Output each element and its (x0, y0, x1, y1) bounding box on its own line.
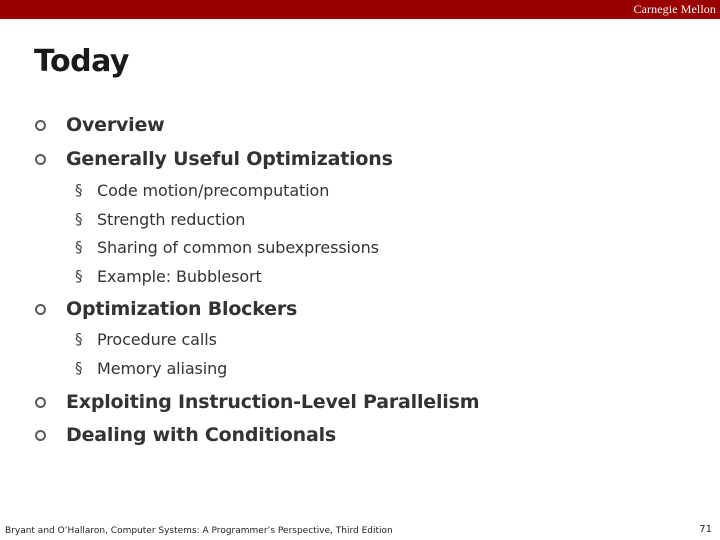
sub-list-item (75, 210, 246, 232)
sub-list-item-label: Strength reduction (97, 210, 246, 229)
hollow-circle-icon (35, 397, 46, 408)
hollow-circle-icon (35, 154, 46, 165)
list-item (66, 148, 393, 174)
hollow-circle-icon (35, 120, 46, 131)
list-item-label: Overview (66, 114, 165, 136)
sub-list-item (75, 267, 262, 289)
list-item (66, 391, 479, 417)
sub-list-item-label: Procedure calls (97, 330, 217, 349)
sub-list-item-label: Example: Bubblesort (97, 267, 262, 286)
brand-name: Carnegie Mellon (633, 2, 716, 16)
hollow-circle-icon (35, 304, 46, 315)
section-sign-icon: § (75, 330, 83, 348)
list-item (66, 114, 165, 140)
hollow-circle-icon (35, 430, 46, 441)
page-number: 71 (699, 524, 712, 535)
sub-list-item (75, 181, 330, 203)
list-item-label: Exploiting Instruction-Level Parallelism (66, 391, 480, 413)
list-item-label: Generally Useful Optimizations (66, 148, 393, 170)
sub-list-item-label: Sharing of common subexpressions (97, 238, 379, 257)
sub-list-item-label: Memory aliasing (97, 359, 228, 378)
sub-list-item (75, 238, 379, 260)
list-item-label: Optimization Blockers (66, 298, 298, 320)
section-sign-icon: § (75, 210, 83, 228)
list-item-label: Dealing with Conditionals (66, 424, 336, 446)
section-sign-icon: § (75, 238, 83, 256)
sub-list-item (75, 359, 228, 381)
section-sign-icon: § (75, 267, 83, 285)
section-sign-icon: § (75, 181, 83, 199)
footer-citation: Bryant and O’Hallaron, Computer Systems: A Programmer’s Perspective, Third Edition (5, 526, 393, 536)
slide-title: Today (34, 44, 129, 79)
sub-list-item-label: Code motion/precomputation (97, 181, 330, 200)
sub-list-item (75, 330, 217, 352)
list-item (66, 298, 297, 324)
section-sign-icon: § (75, 359, 83, 377)
list-item (66, 424, 336, 450)
